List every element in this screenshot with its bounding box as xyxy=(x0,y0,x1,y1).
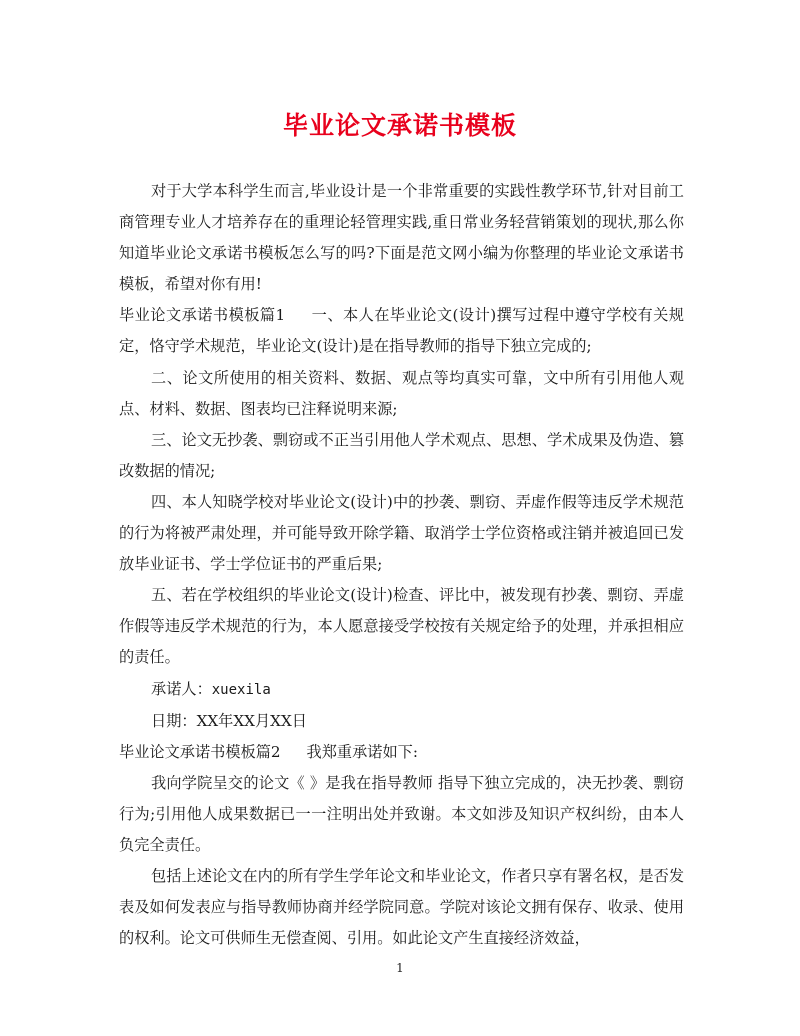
signer-label: 承诺人： xyxy=(151,679,212,698)
document-body xyxy=(119,176,684,954)
signer-name: xuexila xyxy=(211,681,271,698)
section2-paragraph-1: 我向学院呈交的论文《 》是我在指导教师 指导下独立完成的，决无抄袭、剽窃行为;引用他人成果数据已一一注明出处并致谢。本文如涉及知识产权纠纷，由本人负完全责任。 xyxy=(119,773,684,854)
section1-item-2: 二、论文所使用的相关资料、数据、观点等均真实可靠，文中所有引用他人观点、材料、数据、图表均已注释说明来源; xyxy=(119,368,684,418)
date-line: 日期：XX年XX月XX日 xyxy=(151,711,307,730)
section2-heading-line xyxy=(119,737,684,768)
signer-line xyxy=(119,674,684,706)
page-number: 1 xyxy=(396,961,404,975)
section1-heading: 毕业论文承诺书模板篇1 xyxy=(119,306,286,325)
section2-lead: 我郑重承诺如下: xyxy=(306,742,418,761)
section1-first-item: 一、本人在毕业论文(设计)撰写过程中遵守学校有关规定，恪守学术规范，毕业论文(设计)是在指导教师的指导下独立完成的; xyxy=(119,306,684,356)
document-title: 毕业论文承诺书模板 xyxy=(282,111,517,140)
section2-heading: 毕业论文承诺书模板篇2 xyxy=(119,742,281,761)
section1-item-5: 五、若在学校组织的毕业论文(设计)检查、评比中，被发现有抄袭、剽窃、弄虚作假等违反学术规范的行为，本人愿意接受学校按有关规定给予的处理，并承担相应的责任。 xyxy=(119,586,684,667)
section1-item-4: 四、本人知晓学校对毕业论文(设计)中的抄袭、剽窃、弄虚作假等违反学术规范的行为将被严肃处理，并可能导致开除学籍、取消学士学位资格或注销并被追回已发放毕业证书、学士学位证书的严重后果; xyxy=(119,492,684,574)
section1-item-3: 三、论文无抄袭、剽窃或不正当引用他人学术观点、思想、学术成果及伪造、篡改数据的情况; xyxy=(119,430,684,480)
section1-heading-line xyxy=(119,300,684,362)
intro-paragraph: 对于大学本科学生而言,毕业设计是一个非常重要的实践性教学环节,针对目前工商管理专业人才培养存在的重理论轻管理实践,重日常业务轻营销策划的现状,那么你知道毕业论文承诺书模板怎么写的吗?下面是范文网小编为你整理的毕业论文承诺书模板，希望对你有用! xyxy=(119,182,684,294)
section2-paragraph-2: 包括上述论文在内的所有学生学年论文和毕业论文，作者只享有署名权，是否发表及如何发表应与指导教师协商并经学院同意。学院对该论文拥有保存、收录、使用的权利。论文可供师生无偿查阅、引用。如此论文产生直接经济效益， xyxy=(119,867,684,948)
